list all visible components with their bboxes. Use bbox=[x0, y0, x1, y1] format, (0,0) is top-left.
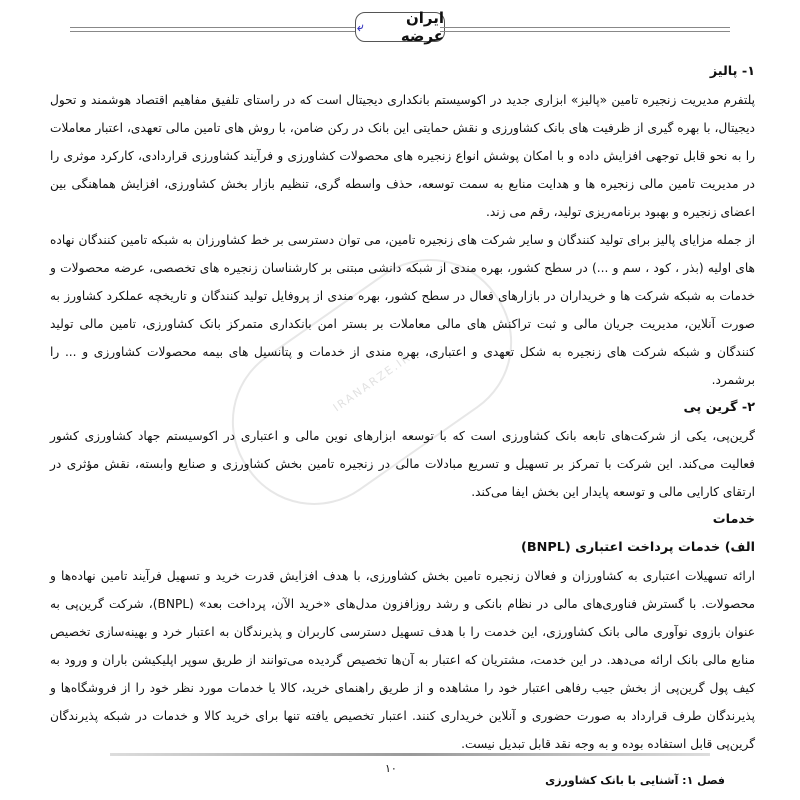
page-header bbox=[0, 8, 800, 44]
header-rule-right bbox=[440, 27, 730, 32]
section-heading-paliz: ۱- پالیز bbox=[709, 64, 755, 79]
subheading-bnpl: الف) خدمات پرداخت اعتباری (BNPL) bbox=[521, 540, 755, 555]
paragraph-paliz-2: از جمله مزایای پالیز برای تولید کنندگان و سایر شرکت های زنجیره تامین، می توان دسترسی بر خط کشاورزان به شبکه تامین کنندگان نهاده های اولیه (بذر ، کود ، سم و ...) در سطح کشور، بهره مندی از شبکه دانشی مبتنی بر کارشناسان زنجیره های تخصصی، عرضه محصولات و خدمات به شبکه شرکت ها و خریداران در بازارهای فعال در سطح کشور، بهره مندی از پروفایل تولید کنندگان و تاریخچه عملکرد کشاورز به صورت آنلاین، مدیریت جریان مالی و ثبت تراکنش های مالی معاملات بر بستر امن بانکداری متمرکز بانک کشاورزی، تامین مالی تولید کنندگان و شبکه شرکت های زنجیره به شکل تعهدی و اعتباری، بهره مندی از خدمات و پتانسیل های بیمه محصولات کشاورزی و ... را برشمرد. bbox=[50, 233, 755, 387]
chapter-title: فصل ۱: آشنایی با بانک کشاورزی bbox=[545, 774, 725, 787]
header-rule-left bbox=[70, 27, 360, 32]
section-heading-services: خدمات bbox=[712, 512, 755, 527]
brand-logo bbox=[355, 9, 445, 45]
document-body bbox=[50, 58, 755, 758]
paragraph-greenpay-1: گرین‌پی، یکی از شرکت‌های تابعه بانک کشاورزی است که با توسعه ابزارهای نوین مالی و اعتباری در اکوسیستم جهاد کشاورزی کشور فعالیت می‌کند. این شرکت با تمرکز بر تسهیل و تسریع مبادلات مالی در زنجیره تامین بخش کشاورزی و صنایع وابسته، نقش مؤثری در ارتقای کارایی مالی و توسعه پایدار این بخش ایفا می‌کند. bbox=[50, 429, 755, 499]
watermark-text: IRANARZE.IR bbox=[330, 350, 414, 414]
paragraph-paliz-1: پلتفرم مدیریت زنجیره تامین «پالیز» ابزاری جدید در اکوسیستم بانکداری دیجیتال است که در راستای تلفیق مفاهیم اقتصاد هوشمند و تحول دیجیتال، با بهره گیری از ظرفیت های بانک کشاورزی و نقش حمایتی این بانک در رکن ضامن، با روش های تامین مالی تعهدی، اعتبار معاملات را به نحو قابل توجهی افزایش داده و با امکان پوشش انواع زنجیره های محصولات کشاورزی و فرآیند کشاورزی قراردادی، کارکرد موثری را در مدیریت تامین مالی زنجیره ها و هدایت منابع به سمت توسعه، حذف واسطه گری، تنظیم بازار بخش کشاورزی، افزایش هماهنگی بین اعضای زنجیره و بهبود برنامه‌ریزی تولید، رقم می زند. bbox=[50, 93, 755, 219]
page-number: ۱۰ bbox=[385, 762, 397, 775]
logo-arrow-icon: ⤶ bbox=[357, 19, 364, 34]
paragraph-bnpl-1: ارائه تسهیلات اعتباری به کشاورزان و فعالان زنجیره تامین بخش کشاورزی، با هدف افزایش قدرت خرید و تسهیل فرآیند تامین نهاده‌ها و محصولات. با گسترش فناوری‌های مالی در نظام بانکی و رشد روزافزون مدل‌های «خرید الآن، پرداخت بعد» (BNPL)، شرکت گرین‌پی به عنوان بازوی نوآوری مالی بانک کشاورزی، این خدمت را با هدف تسهیل دسترسی کاربران و پذیرندگان به اعتبار خرد و بهینه‌سازی تخصیص منابع مالی بانک ارائه می‌دهد. در این خدمت، مشتریان که اعتبار به آن‌ها تخصیص گردیده می‌توانند از طریق سوپر اپلیکیشن باران و ورود به کیف پول گرین‌پی از بخش جیب رفاهی اعتبار خود را مشاهده و از طریق راهنمای خرید، کالا یا خدمات مورد نظر خود را از فروشگاه‌ها و پذیرندگان طرف قرارداد به صورت حضوری و آنلاین خریداری کنند. اعتبار تخصیص یافته تنها برای خرید کالا و خدمات در شبکه پذیرندگان گرین‌پی قابل استفاده بوده و به وجه نقد قابل تبدیل نیست. bbox=[50, 569, 755, 751]
footer-rule bbox=[110, 753, 710, 756]
section-heading-greenpay: ۲- گرین پی bbox=[683, 400, 755, 415]
logo-text: ایران عرضه bbox=[400, 9, 444, 45]
